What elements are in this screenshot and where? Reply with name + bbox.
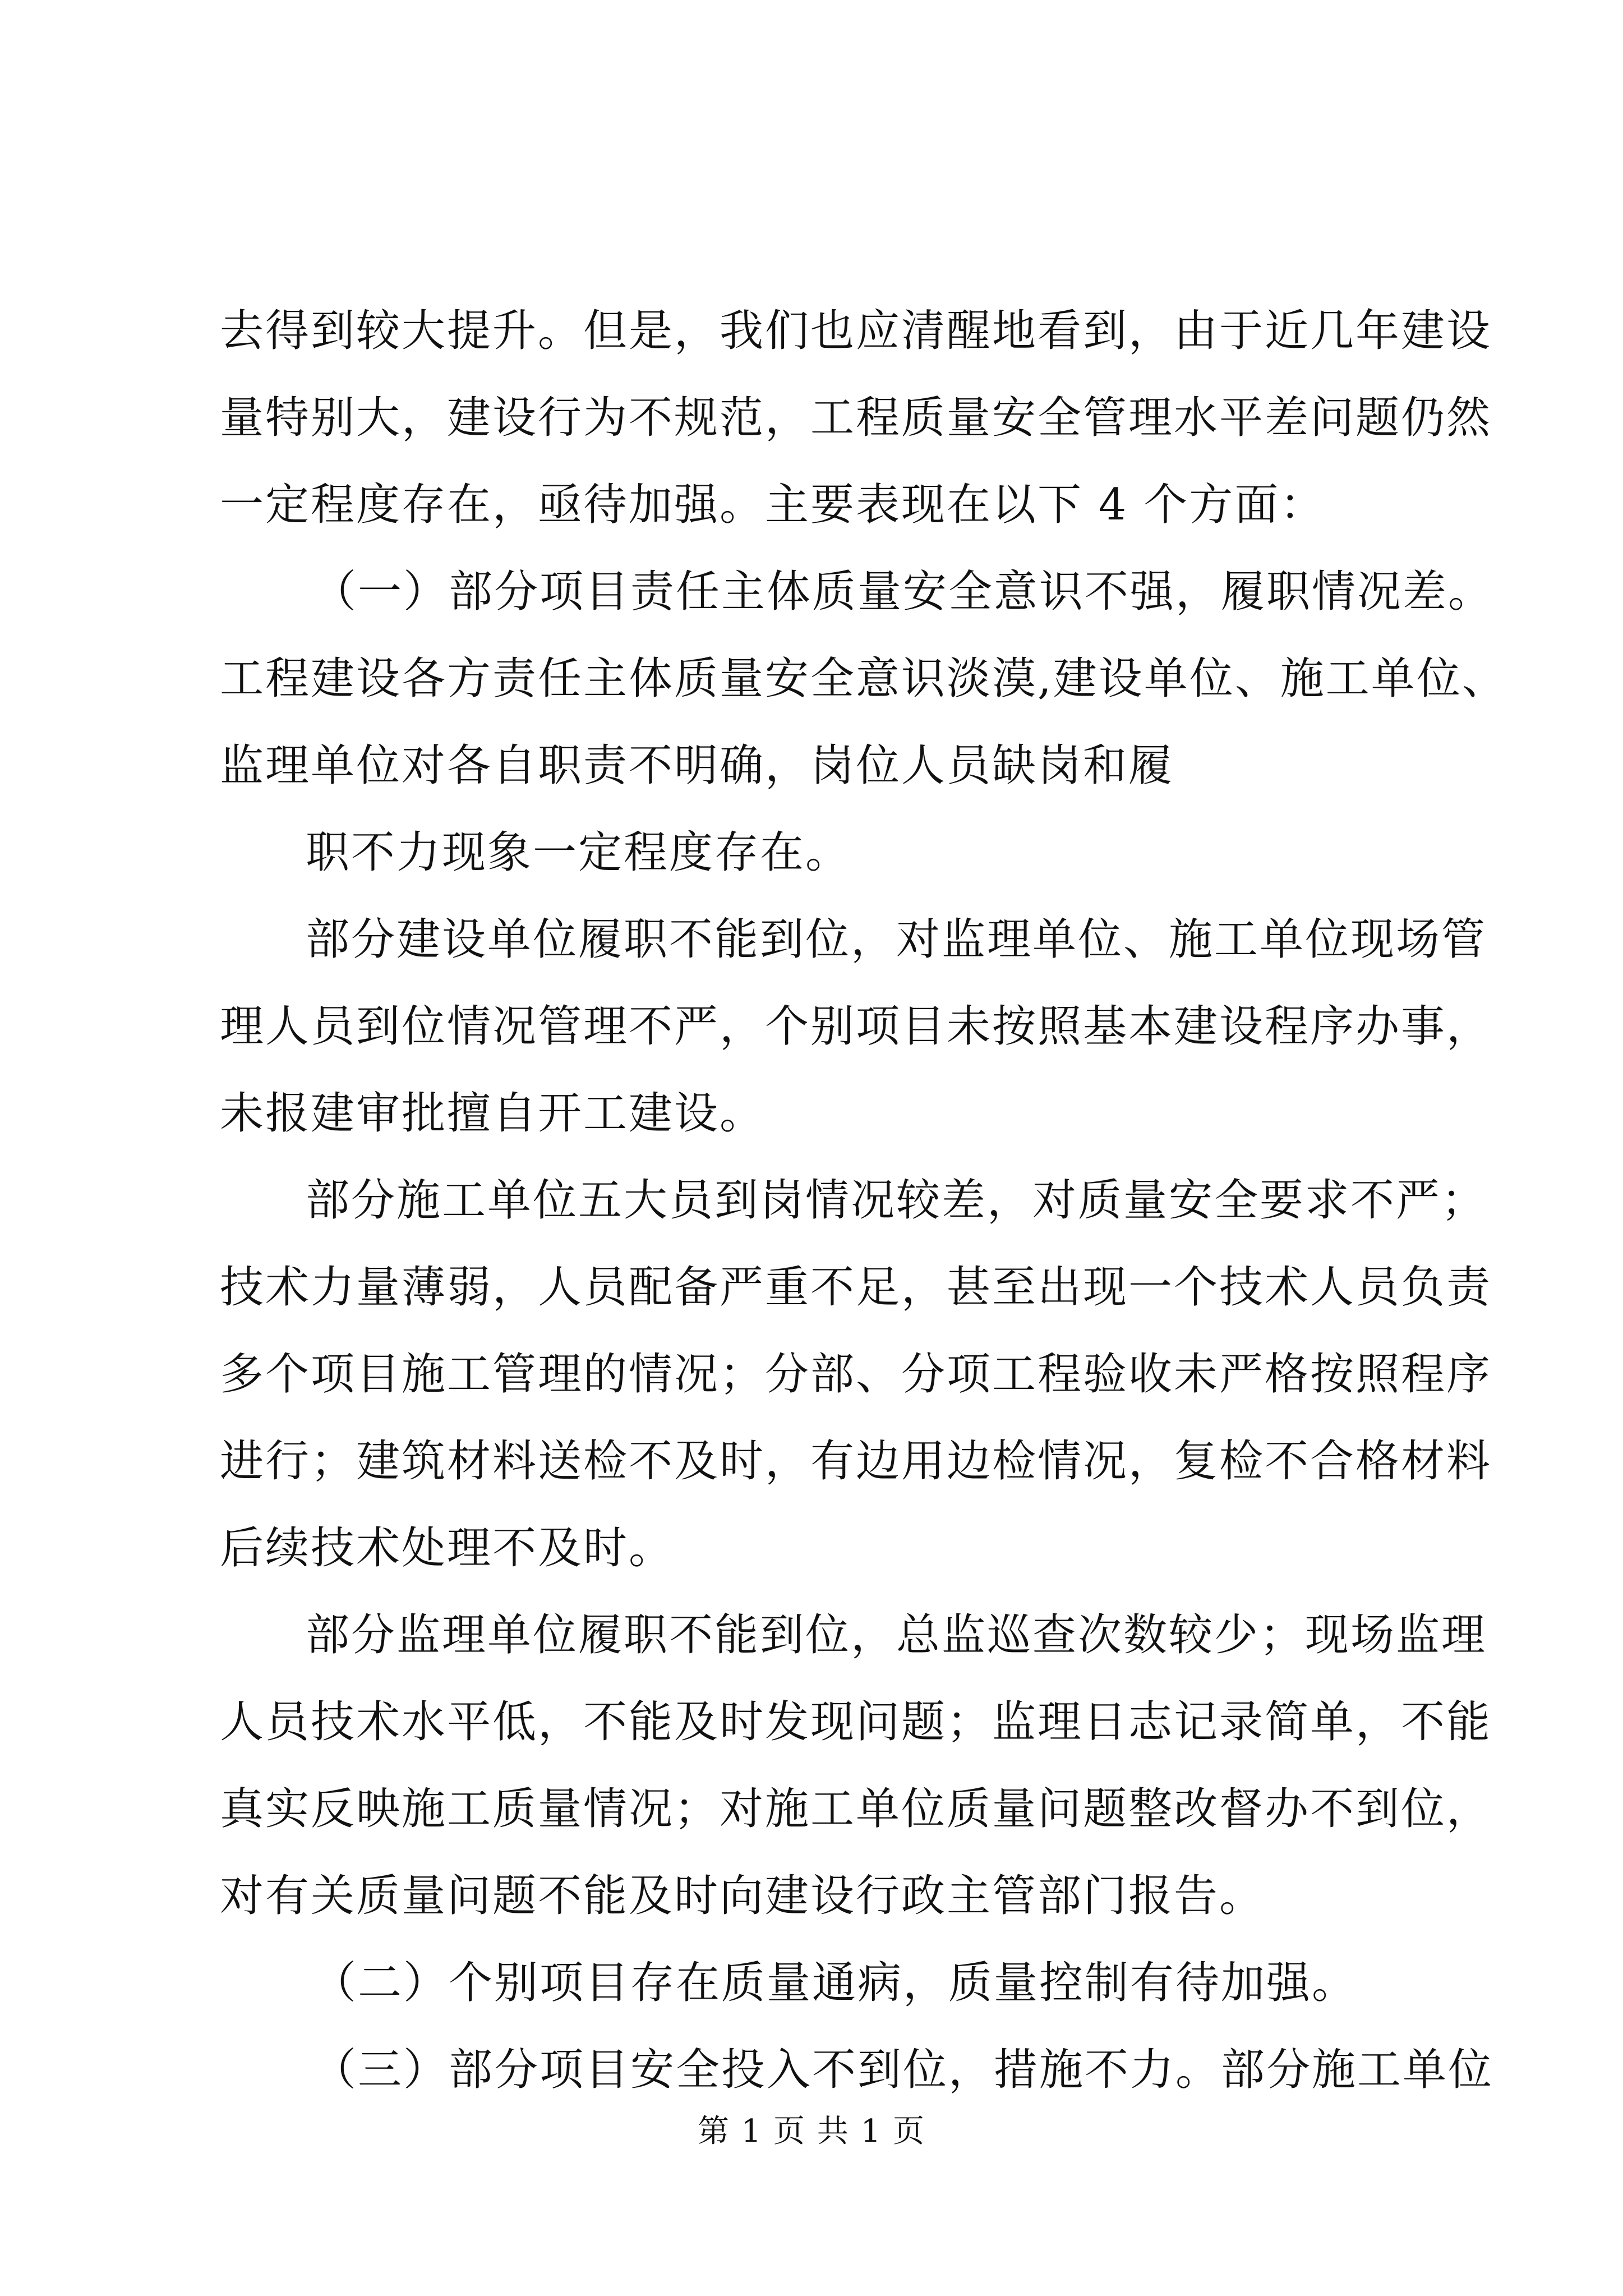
- text-line: 后续技术处理不及时。: [220, 1523, 675, 1573]
- text-line: 人员技术水平低，不能及时发现问题；监理日志记录简单，不能: [220, 1697, 1492, 1747]
- text-line: 对有关质量问题不能及时向建设行政主管部门报告。: [220, 1871, 1265, 1921]
- text-line: 职不力现象一定程度存在。: [306, 827, 851, 878]
- text-line: 去得到较大提升。但是，我们也应清醒地看到，由于近几年建设: [220, 306, 1492, 356]
- text-line: 工程建设各方责任主体质量安全意识淡漠,建设单位、施工单位、: [220, 654, 1507, 704]
- text-line: 技术力量薄弱，人员配备严重不足，甚至出现一个技术人员负责: [220, 1262, 1492, 1313]
- text-line: 量特别大，建设行为不规范，工程质量安全管理水平差问题仍然: [220, 393, 1492, 443]
- text-line: 部分施工单位五大员到岗情况较差，对质量安全要求不严；: [306, 1175, 1487, 1226]
- text-line: 未报建审批擅自开工建设。: [220, 1088, 766, 1139]
- text-line: 进行；建筑材料送检不及时，有边用边检情况，复检不合格材料: [220, 1436, 1492, 1487]
- text-line: 理人员到位情况管理不严，个别项目未按照基本建设程序办事，: [220, 1001, 1492, 1052]
- text-line: 部分建设单位履职不能到位，对监理单位、施工单位现场管: [306, 914, 1487, 965]
- text-line: （三）部分项目安全投入不到位，措施不力。部分施工单位: [312, 2045, 1494, 2095]
- text-line: （一）部分项目责任主体质量安全意识不强，履职情况差。: [312, 567, 1494, 617]
- text-line: 多个项目施工管理的情况；分部、分项工程验收未严格按照程序: [220, 1349, 1492, 1400]
- text-line: （二）个别项目存在质量通病，质量控制有待加强。: [312, 1958, 1358, 2008]
- text-line: 监理单位对各自职责不明确，岗位人员缺岗和履: [220, 740, 1174, 791]
- text-line: 部分监理单位履职不能到位，总监巡查次数较少；现场监理: [306, 1610, 1487, 1660]
- text-line: 一定程度存在，亟待加强。主要表现在以下 4 个方面：: [220, 480, 1326, 530]
- text-line: 真实反映施工质量情况；对施工单位质量问题整改督办不到位，: [220, 1784, 1492, 1834]
- page-footer: 第 1 页 共 1 页: [697, 2113, 926, 2150]
